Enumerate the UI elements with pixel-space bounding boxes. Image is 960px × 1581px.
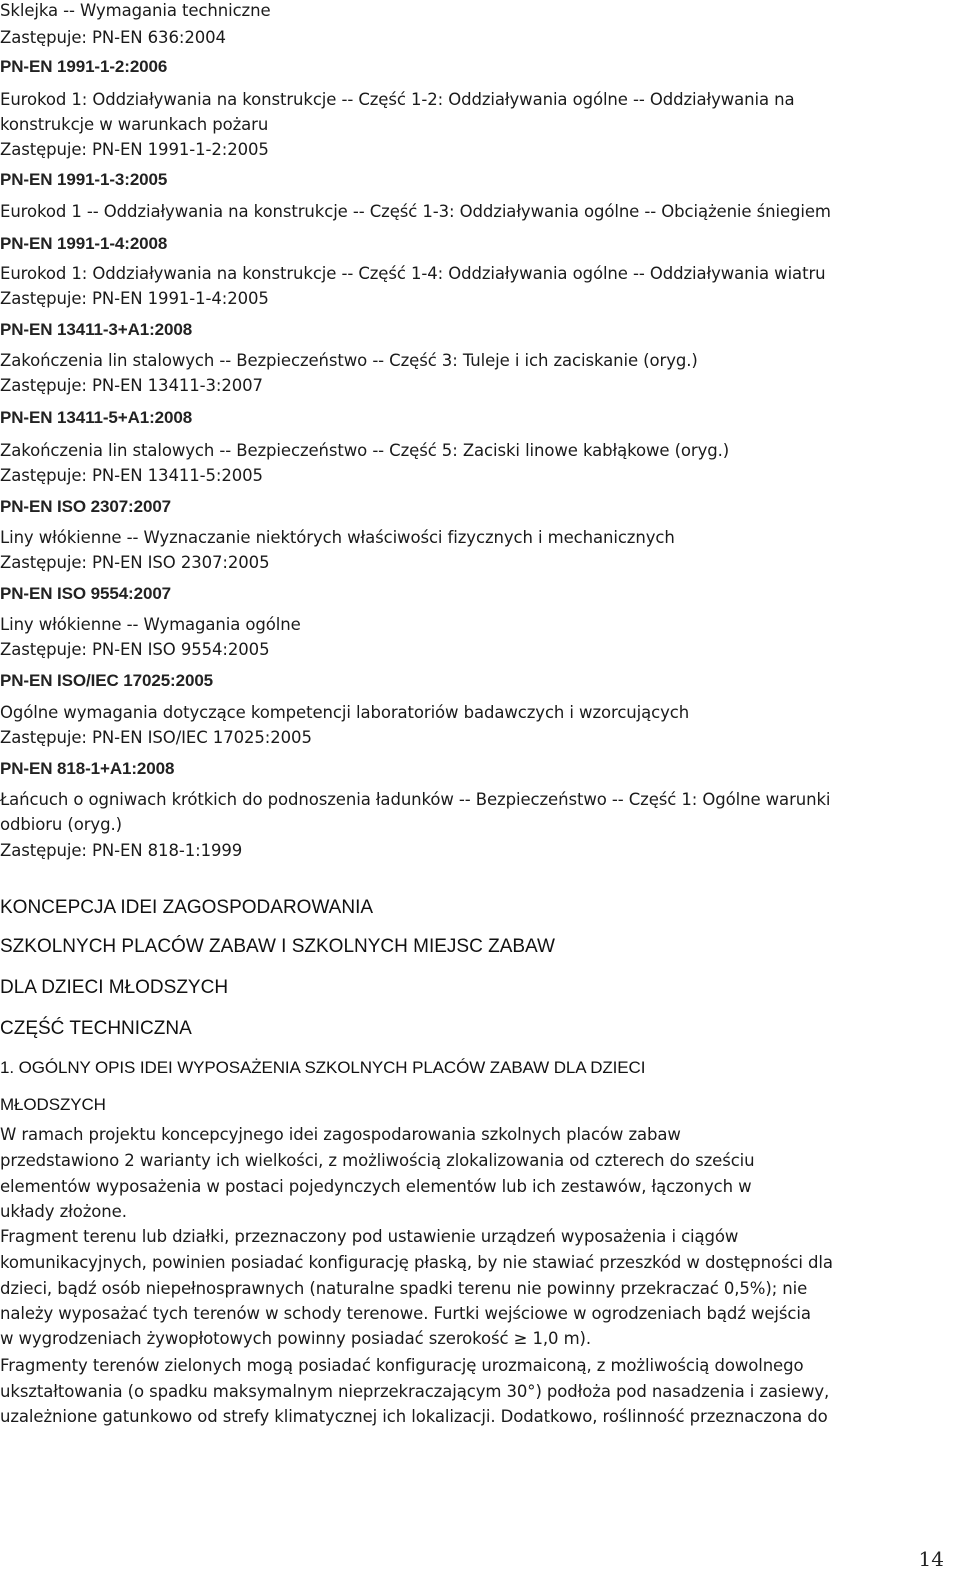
standard-code: PN-EN 818-1+A1:2008: [0, 759, 175, 778]
standard-replaces: Zastępuje: PN-EN 1991-1-4:2005: [0, 289, 269, 308]
standard-replaces: Zastępuje: PN-EN 818-1:1999: [0, 841, 243, 860]
concept-heading: KONCEPCJA IDEI ZAGOSPODAROWANIA: [0, 897, 374, 918]
body-text-line: przedstawiono 2 warianty ich wielkości, z możliwością zlokalizowania od czterech do sześciu: [0, 1151, 755, 1170]
standard-replaces: Zastępuje: PN-EN ISO/IEC 17025:2005: [0, 728, 312, 747]
standard-title: Zakończenia lin stalowych -- Bezpieczeństwo -- Część 3: Tuleje i ich zaciskanie (oryg.): [0, 351, 698, 370]
body-text-line: Fragment terenu lub działki, przeznaczony pod ustawienie urządzeń wyposażenia i ciągów: [0, 1227, 739, 1246]
standard-title: konstrukcje w warunkach pożaru: [0, 115, 269, 134]
standard-title: odbioru (oryg.): [0, 815, 122, 834]
body-text-line: ukształtowania (o spadku maksymalnym nieprzekraczającym 30°) podłoża pod nasadzenia i zasiewy,: [0, 1382, 830, 1401]
standard-code: PN-EN ISO 9554:2007: [0, 584, 172, 603]
standard-code: PN-EN 1991-1-2:2006: [0, 57, 168, 76]
standard-title: Sklejka -- Wymagania techniczne: [0, 1, 271, 20]
concept-heading: CZĘŚĆ TECHNICZNA: [0, 1018, 192, 1039]
standard-replaces: Zastępuje: PN-EN 13411-5:2005: [0, 466, 263, 485]
body-text-line: Fragmenty terenów zielonych mogą posiadać konfigurację urozmaiconą, z możliwością dowolnego: [0, 1356, 804, 1375]
standard-title: Ogólne wymagania dotyczące kompetencji laboratoriów badawczych i wzorcujących: [0, 703, 690, 722]
body-text-line: układy złożone.: [0, 1202, 127, 1221]
section-title: MŁODSZYCH: [0, 1095, 106, 1114]
standard-code: PN-EN ISO 2307:2007: [0, 497, 172, 516]
standard-title: Liny włókienne -- Wyznaczanie niektórych właściwości fizycznych i mechanicznych: [0, 528, 675, 547]
standard-code: PN-EN ISO/IEC 17025:2005: [0, 671, 214, 690]
standard-title: Eurokod 1 -- Oddziaływania na konstrukcje -- Część 1-3: Oddziaływania ogólne -- Obciążenie śniegiem: [0, 202, 831, 221]
standard-code: PN-EN 13411-5+A1:2008: [0, 408, 193, 427]
standard-replaces: Zastępuje: PN-EN 13411-3:2007: [0, 376, 263, 395]
standard-title: Zakończenia lin stalowych -- Bezpieczeństwo -- Część 5: Zaciski linowe kabłąkowe (oryg.): [0, 441, 730, 460]
concept-heading: SZKOLNYCH PLACÓW ZABAW I SZKOLNYCH MIEJSC ZABAW: [0, 936, 555, 957]
standard-title: Łańcuch o ogniwach krótkich do podnoszenia ładunków -- Bezpieczeństwo -- Część 1: Ogólne warunki: [0, 790, 831, 809]
page-number: 14: [918, 1547, 944, 1571]
section-title: 1. OGÓLNY OPIS IDEI WYPOSAŻENIA SZKOLNYCH PLACÓW ZABAW DLA DZIECI: [0, 1058, 646, 1077]
standard-replaces: Zastępuje: PN-EN 636:2004: [0, 28, 226, 47]
standard-code: PN-EN 13411-3+A1:2008: [0, 320, 193, 339]
standard-title: Liny włókienne -- Wymagania ogólne: [0, 615, 301, 634]
body-text-line: dzieci, bądź osób niepełnosprawnych (naturalne spadki terenu nie powinny przekraczać 0,5%); nie: [0, 1279, 808, 1298]
body-text-line: uzależnione gatunkowo od strefy klimatycznej ich lokalizacji. Dodatkowo, roślinność przeznaczona do: [0, 1407, 828, 1426]
standard-title: Eurokod 1: Oddziaływania na konstrukcje -- Część 1-2: Oddziaływania ogólne -- Oddziaływania na: [0, 90, 795, 109]
standard-replaces: Zastępuje: PN-EN 1991-1-2:2005: [0, 140, 269, 159]
body-text-line: W ramach projektu koncepcyjnego idei zagospodarowania szkolnych placów zabaw: [0, 1125, 681, 1144]
standard-title: Eurokod 1: Oddziaływania na konstrukcje -- Część 1-4: Oddziaływania ogólne -- Oddziaływania wiatru: [0, 264, 826, 283]
standard-replaces: Zastępuje: PN-EN ISO 9554:2005: [0, 640, 270, 659]
body-text-line: w wygrodzeniach żywopłotowych powinny posiadać szerokość ≥ 1,0 m).: [0, 1329, 592, 1348]
standard-code: PN-EN 1991-1-4:2008: [0, 234, 168, 253]
body-text-line: należy wyposażać tych terenów w schody terenowe. Furtki wejściowe w ogrodzeniach bądź wejścia: [0, 1304, 811, 1323]
concept-heading: DLA DZIECI MŁODSZYCH: [0, 977, 229, 998]
standard-replaces: Zastępuje: PN-EN ISO 2307:2005: [0, 553, 270, 572]
standard-code: PN-EN 1991-1-3:2005: [0, 170, 168, 189]
body-text-line: elementów wyposażenia w postaci pojedynczych elementów lub ich zestawów, łączonych w: [0, 1177, 752, 1196]
body-text-line: komunikacyjnych, powinien posiadać konfigurację płaską, by nie stawiać przeszkód w dostępności dla: [0, 1253, 833, 1272]
